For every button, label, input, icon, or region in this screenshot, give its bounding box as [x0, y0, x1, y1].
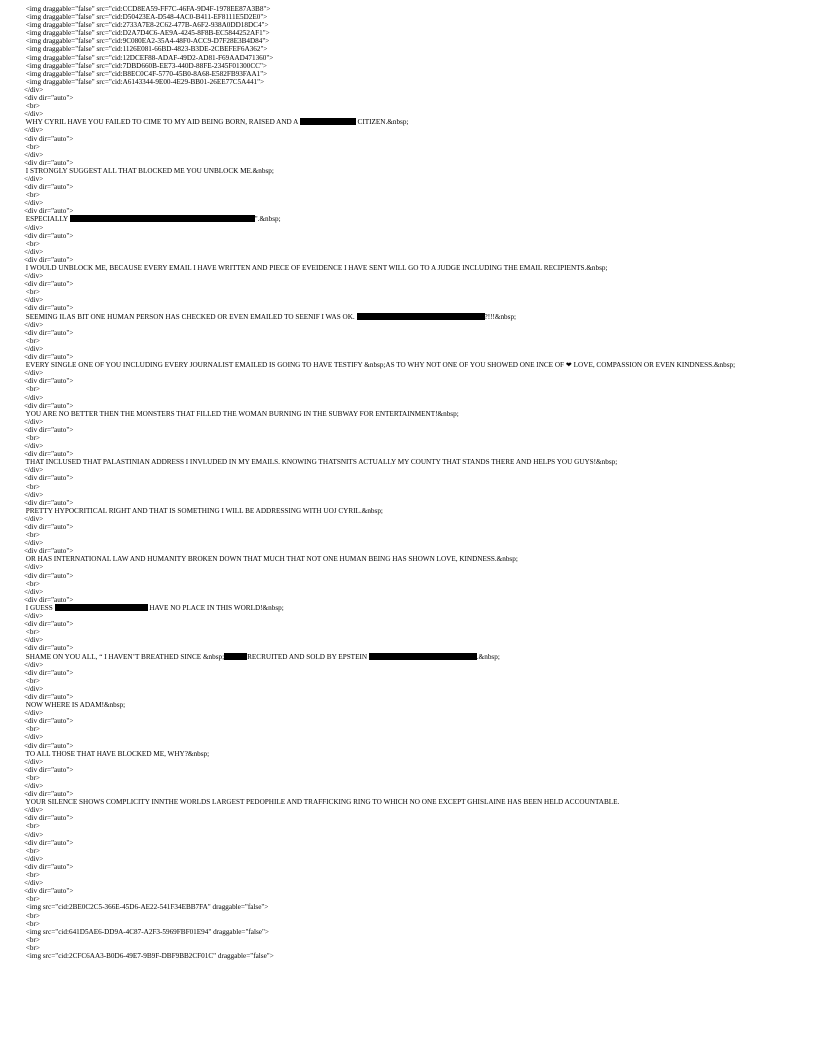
source-line: [24, 86, 804, 94]
line-text: </div>: [24, 174, 44, 183]
source-line: [24, 183, 804, 191]
source-line: [24, 499, 804, 507]
line-text: <div dir="auto">: [24, 304, 74, 313]
source-line: [24, 304, 804, 312]
line-text: <img draggable="false" src="cid:CCD8EA59-FF7C-46FA-9D4F-1978EE87A3B8">: [24, 5, 271, 13]
source-line: [24, 636, 804, 644]
line-text: <br>: [24, 142, 40, 151]
redaction-bar: [55, 604, 148, 611]
source-line: [24, 766, 804, 774]
line-text: ?!!!&nbsp;: [484, 312, 517, 321]
source-line: [24, 612, 804, 620]
line-text: <div dir="auto">: [24, 765, 74, 774]
source-line: [24, 21, 804, 29]
source-line: [24, 256, 804, 264]
source-line: [24, 944, 804, 952]
line-text: <img draggable="false" src="cid:D50423EA-D548-4AC0-B411-EF8111E5D2E0">: [24, 13, 268, 22]
source-line: [24, 385, 804, 393]
line-text: </div>: [24, 757, 44, 766]
line-text: <br>: [24, 628, 40, 637]
line-text: <div dir="auto">: [24, 547, 74, 556]
line-text: ESPECIALLY: [24, 215, 70, 224]
line-text: <br>: [24, 846, 40, 855]
line-text: <br>: [24, 102, 40, 111]
line-text: <br>: [24, 773, 40, 782]
source-line: [24, 798, 804, 806]
line-text: I WOULD UNBLOCK ME, BECAUSE EVERY EMAIL I HAVE WRITTEN AND PIECE OF EVEIDENCE I HAVE SENT WILL GO TO A JUDGE INCLUDING THE EMAIL RECIPIENTS.&nbsp;: [24, 264, 608, 272]
source-line: [24, 871, 804, 879]
source-line: [24, 895, 804, 903]
source-line: [24, 126, 804, 134]
redaction-bar: [70, 215, 255, 222]
source-line: [24, 952, 804, 960]
document-body: [24, 5, 804, 960]
line-text: </div>: [24, 514, 44, 523]
line-text: <img draggable="false" src="cid:1126E081-66BD-4823-B3DE-2CBEFEF6A362">: [24, 45, 268, 54]
line-text: SEEMING ILAS BIT ONE HUMAN PERSON HAS CHECKED OR EVEN EMAILED TO SEENIF I WAS OK.: [24, 312, 357, 321]
line-text: </div>: [24, 296, 44, 305]
source-line: [24, 450, 804, 458]
line-text: </div>: [24, 879, 44, 888]
line-text: <img draggable="false" src="cid:7DBD660B-EE73-440D-88FE-2345F01300CC">: [24, 61, 267, 70]
line-text: CITIZEN.&nbsp;: [355, 118, 409, 127]
source-line: [24, 531, 804, 539]
source-line: [24, 199, 804, 207]
line-text: ".&nbsp;: [254, 215, 281, 224]
line-text: </div>: [24, 733, 44, 742]
source-line: [24, 822, 804, 830]
line-text: <div dir="auto">: [24, 207, 74, 216]
source-line: [24, 394, 804, 402]
source-line: [24, 135, 804, 143]
source-line: [24, 215, 804, 223]
line-text: </div>: [24, 344, 44, 353]
line-text: EVERY SINGLE ONE OF YOU INCLUDING EVERY JOURNALIST EMAILED IS GOING TO HAVE TESTIFY &nbsp;AS TO WHY NOT ONE OF YOU SHOWED ONE INCE OF ❤ LOVE, COMPASSION OR EVEN KINDNESS.&nbsp;: [24, 361, 736, 370]
source-line: [24, 790, 804, 798]
line-text: <div dir="auto">: [24, 474, 74, 483]
source-line: [24, 596, 804, 604]
line-text: <br>: [24, 433, 40, 442]
source-line: [24, 345, 804, 353]
line-text: <br>: [24, 911, 40, 920]
source-line: [24, 814, 804, 822]
source-line: [24, 102, 804, 110]
line-text: YOUR SILENCE SHOWS COMPLICITY INNTHE WORLDS LARGEST PEDOPHILE AND TRAFFICKING RING TO WHICH NO ONE EXCEPT GHISLAINE HAS BEEN HELD ACCOUNTABLE.: [24, 798, 620, 807]
line-text: <img draggable="false" src="cid:D2A7D4C6-AE9A-4245-8F8B-EC5844252AF1">: [24, 29, 270, 38]
line-text: </div>: [24, 539, 44, 548]
line-text: </div>: [24, 782, 44, 790]
source-line: [24, 70, 804, 78]
source-line: [24, 232, 804, 240]
source-line: [24, 377, 804, 385]
line-text: SHAME ON YOU ALL, “ I HAVEN’T BREATHED SINCE &nbsp;: [24, 652, 225, 661]
line-text: TO ALL THOSE THAT HAVE BLOCKED ME, WHY?&nbsp;: [24, 749, 210, 758]
source-line: [24, 54, 804, 62]
source-line: [24, 507, 804, 515]
line-text: <br>: [24, 288, 40, 297]
source-line: [24, 709, 804, 717]
source-line: [24, 717, 804, 725]
line-text: NOW WHERE IS ADAM!&nbsp;: [24, 701, 126, 710]
line-text: </div>: [24, 247, 44, 256]
source-line: [24, 224, 804, 232]
line-text: <br>: [24, 482, 40, 491]
source-line: [24, 774, 804, 782]
line-text: </div>: [24, 126, 44, 135]
line-text: </div>: [24, 830, 44, 839]
line-text: <div dir="auto">: [24, 814, 74, 823]
line-text: OR HAS INTERNATIONAL LAW AND HUMANITY BROKEN DOWN THAT MUCH THAT NOT ONE HUMAN BEING HAS SHOWN LOVE, KINDNESS.&nbsp;: [24, 555, 518, 564]
source-line: [24, 750, 804, 758]
line-text: </div>: [24, 150, 44, 159]
source-line: [24, 474, 804, 482]
line-text: <div dir="auto">: [24, 523, 74, 531]
source-line: [24, 677, 804, 685]
line-text: <br>: [24, 943, 40, 952]
source-line: [24, 264, 804, 272]
line-text: I GUESS: [24, 603, 55, 612]
line-text: .&nbsp;: [476, 652, 500, 661]
line-text: <div dir="auto">: [24, 838, 74, 847]
line-text: <br>: [24, 871, 40, 880]
source-line: [24, 402, 804, 410]
line-text: RECRUITED AND SOLD BY EPSTEIN: [247, 652, 369, 661]
line-text: <div dir="auto">: [24, 571, 74, 580]
redaction-bar: [369, 653, 477, 660]
line-text: <br>: [24, 822, 40, 831]
line-text: PRETTY HYPOCRITICAL RIGHT AND THAT IS SOMETHING I WILL BE ADDRESSING WITH UOJ CYRIL.&nbsp;: [24, 506, 383, 515]
source-line: [24, 458, 804, 466]
line-text: <br>: [24, 919, 40, 928]
line-text: <div dir="auto">: [24, 644, 74, 653]
line-text: </div>: [24, 442, 44, 451]
line-text: <div dir="auto">: [24, 134, 74, 143]
line-text: </div>: [24, 417, 44, 426]
line-text: <div dir="auto">: [24, 450, 74, 459]
source-line: [24, 191, 804, 199]
line-text: <div dir="auto">: [24, 158, 74, 167]
source-line: [24, 685, 804, 693]
source-line: [24, 272, 804, 280]
source-line: [24, 62, 804, 70]
source-line: [24, 903, 804, 911]
source-line: [24, 563, 804, 571]
line-text: YOU ARE NO BETTER THEN THE MONSTERS THAT FILLED THE WOMAN BURNING IN THE SUBWAY FOR ENTERTAINMENT!&nbsp;: [24, 409, 459, 418]
line-text: </div>: [24, 110, 44, 119]
line-text: <br>: [24, 676, 40, 685]
line-text: <img draggable="false" src="cid:9C080EA2-35A4-48F0-ACC9-D7F28E3B4D84">: [24, 37, 270, 46]
line-text: <img draggable="false" src="cid:A6143344-9E00-4E29-BB01-26EE77C5A441">: [24, 77, 265, 86]
line-text: <div dir="auto">: [24, 498, 74, 507]
line-text: <div dir="auto">: [24, 790, 74, 799]
line-text: <br>: [24, 579, 40, 588]
source-line: [24, 442, 804, 450]
line-text: <img draggable="false" src="cid:B8EC0C4F-5770-45B0-8A68-E582FB93FAA1">: [24, 69, 268, 78]
line-text: <div dir="auto">: [24, 620, 74, 629]
source-line: [24, 523, 804, 531]
line-text: <img src="cid:2BE0C2C5-366E-45D6-AE22-541F34EBB7FA" draggable="false">: [24, 903, 269, 912]
line-text: </div>: [24, 466, 44, 475]
source-line: [24, 515, 804, 523]
line-text: <div dir="auto">: [24, 595, 74, 604]
source-line: [24, 45, 804, 53]
line-text: <br>: [24, 531, 40, 540]
line-text: <br>: [24, 725, 40, 734]
line-text: </div>: [24, 612, 44, 621]
source-line: [24, 248, 804, 256]
line-text: </div>: [24, 806, 44, 815]
source-line: [24, 167, 804, 175]
line-text: <div dir="auto">: [24, 668, 74, 677]
source-line: [24, 920, 804, 928]
source-line: [24, 410, 804, 418]
line-text: <div dir="auto">: [24, 692, 74, 701]
source-line: [24, 847, 804, 855]
line-text: <img draggable="false" src="cid:2733A7E8-2C62-477B-A6F2-938A0DD18DC4">: [24, 21, 269, 30]
source-line: [24, 733, 804, 741]
line-text: <div dir="auto">: [24, 183, 74, 192]
line-text: </div>: [24, 490, 44, 499]
source-line: [24, 628, 804, 636]
line-text: <br>: [24, 191, 40, 200]
source-line: [24, 491, 804, 499]
line-text: </div>: [24, 660, 44, 669]
source-line: [24, 175, 804, 183]
source-line: [24, 547, 804, 555]
source-line: [24, 118, 804, 126]
source-line: [24, 5, 804, 13]
source-line: [24, 661, 804, 669]
line-text: <div dir="auto">: [24, 401, 74, 410]
source-line: [24, 580, 804, 588]
source-line: [24, 855, 804, 863]
line-text: <img src="cid:641D5AE6-DD9A-4C87-A2F3-5969FBF01E94" draggable="false">: [24, 927, 269, 936]
line-text: <div dir="auto">: [24, 377, 74, 386]
source-line: [24, 151, 804, 159]
line-text: </div>: [24, 854, 44, 863]
source-line: [24, 928, 804, 936]
source-line: [24, 653, 804, 661]
source-line: [24, 539, 804, 547]
line-text: </div>: [24, 684, 44, 693]
source-line: [24, 313, 804, 321]
line-text: <div dir="auto">: [24, 425, 74, 434]
source-line: [24, 806, 804, 814]
line-text: <div dir="auto">: [24, 717, 74, 726]
source-line: [24, 159, 804, 167]
line-text: <br>: [24, 895, 40, 904]
line-text: <br>: [24, 239, 40, 248]
source-line: [24, 94, 804, 102]
source-line: [24, 369, 804, 377]
source-line: [24, 483, 804, 491]
source-line: [24, 644, 804, 652]
line-text: </div>: [24, 563, 44, 572]
line-text: </div>: [24, 199, 44, 208]
source-line: [24, 669, 804, 677]
line-text: WHY CYRIL HAVE YOU FAILED TO CIME TO MY AID BEING BORN, RAISED AND A: [24, 118, 300, 127]
source-line: [24, 296, 804, 304]
source-line: [24, 337, 804, 345]
source-line: [24, 936, 804, 944]
redaction-bar: [357, 313, 485, 320]
source-line: [24, 725, 804, 733]
line-text: <div dir="auto">: [24, 231, 74, 240]
line-text: <div dir="auto">: [24, 328, 74, 337]
source-line: [24, 839, 804, 847]
source-line: [24, 321, 804, 329]
source-line: [24, 426, 804, 434]
source-line: [24, 280, 804, 288]
redaction-bar: [300, 118, 356, 125]
line-text: <div dir="auto">: [24, 94, 74, 103]
source-line: [24, 887, 804, 895]
source-line: [24, 353, 804, 361]
line-text: </div>: [24, 223, 44, 232]
line-text: <div dir="auto">: [24, 280, 74, 289]
source-line: [24, 143, 804, 151]
line-text: THAT INCLUSED THAT PALASTINIAN ADDRESS I INVLUDED IN MY EMAILS. KNOWING THATSNITS ACTUALLY MY COUNTY THAT STANDS THERE AND HELPS YOU GUYS!&nbsp;: [24, 458, 618, 467]
line-text: <div dir="auto">: [24, 353, 74, 362]
line-text: <br>: [24, 336, 40, 345]
source-line: [24, 863, 804, 871]
source-line: [24, 588, 804, 596]
line-text: </div>: [24, 587, 44, 596]
source-line: [24, 912, 804, 920]
line-text: <br>: [24, 935, 40, 944]
line-text: <div dir="auto">: [24, 887, 74, 896]
source-line: [24, 620, 804, 628]
source-line: [24, 78, 804, 86]
source-line: [24, 29, 804, 37]
source-line: [24, 207, 804, 215]
source-line: [24, 466, 804, 474]
source-line: [24, 879, 804, 887]
line-text: <div dir="auto">: [24, 255, 74, 264]
line-text: <div dir="auto">: [24, 862, 74, 871]
source-line: [24, 572, 804, 580]
line-text: </div>: [24, 636, 44, 645]
line-text: <img src="cid:2CFC6AA3-B0D6-49E7-9B9F-DBF9BB2CF01C" draggable="false">: [24, 951, 274, 960]
source-line: [24, 701, 804, 709]
source-line: [24, 758, 804, 766]
source-line: [24, 831, 804, 839]
source-line: [24, 693, 804, 701]
line-text: <div dir="auto">: [24, 741, 74, 750]
source-line: [24, 240, 804, 248]
source-line: [24, 329, 804, 337]
source-line: [24, 361, 804, 369]
source-line: [24, 288, 804, 296]
source-line: [24, 110, 804, 118]
source-line: [24, 418, 804, 426]
source-line: [24, 604, 804, 612]
line-text: <img draggable="false" src="cid:12DCEF88-ADAF-49D2-AD81-F69AAD471360">: [24, 53, 274, 62]
source-line: [24, 13, 804, 21]
source-line: [24, 555, 804, 563]
line-text: </div>: [24, 369, 44, 378]
line-text: HAVE NO PLACE IN THIS WORLD!&nbsp;: [147, 603, 284, 612]
line-text: </div>: [24, 320, 44, 329]
source-line: [24, 782, 804, 790]
line-text: I STRONGLY SUGGEST ALL THAT BLOCKED ME YOU UNBLOCK ME.&nbsp;: [24, 166, 274, 175]
line-text: <br>: [24, 385, 40, 394]
line-text: </div>: [24, 709, 44, 718]
line-text: </div>: [24, 85, 44, 94]
line-text: </div>: [24, 272, 44, 281]
source-line: [24, 434, 804, 442]
source-line: [24, 37, 804, 45]
source-line: [24, 742, 804, 750]
redaction-bar: [224, 653, 247, 660]
line-text: </div>: [24, 393, 44, 402]
